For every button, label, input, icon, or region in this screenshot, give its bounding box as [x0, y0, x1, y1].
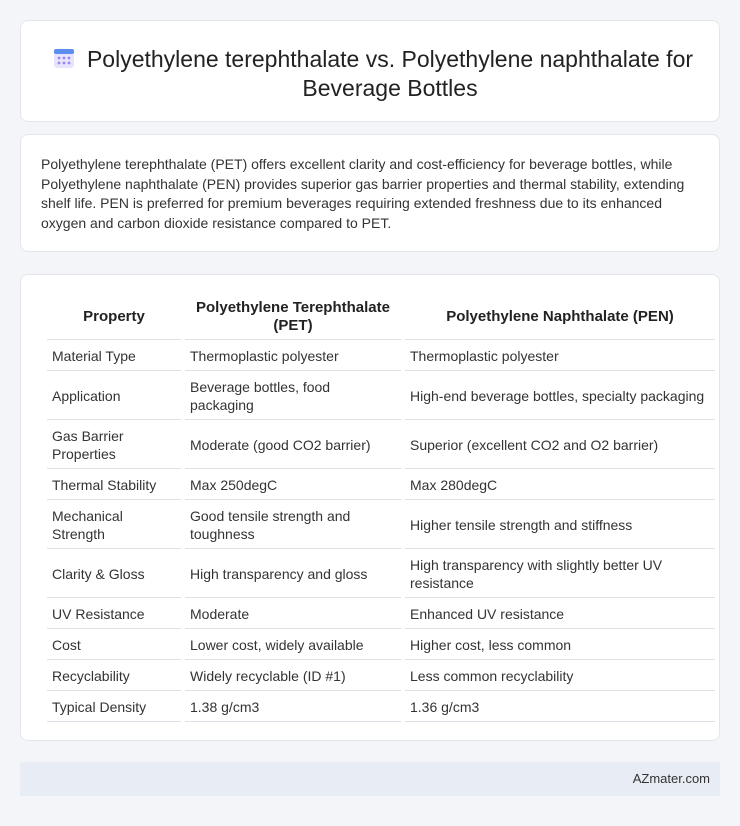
cell-pen: Thermoplastic polyester — [405, 342, 715, 371]
cell-property: Material Type — [47, 342, 181, 371]
table-row — [47, 471, 715, 500]
cell-property: Thermal Stability — [47, 471, 181, 500]
cell-pen: 1.36 g/cm3 — [405, 693, 715, 722]
table-row — [47, 342, 715, 371]
header-property: Property — [47, 297, 181, 340]
cell-pet: Lower cost, widely available — [185, 631, 401, 660]
cell-property: Typical Density — [47, 693, 181, 722]
table-row — [47, 631, 715, 660]
cell-property: Recyclability — [47, 662, 181, 691]
cell-pen: Enhanced UV resistance — [405, 600, 715, 629]
title-card — [20, 20, 720, 122]
comparison-table — [43, 295, 719, 724]
table-row — [47, 502, 715, 549]
cell-pen: Max 280degC — [405, 471, 715, 500]
cell-pen: Superior (excellent CO2 and O2 barrier) — [405, 422, 715, 469]
comparison-table-card — [20, 274, 720, 741]
cell-pet: Beverage bottles, food packaging — [185, 373, 401, 420]
cell-pet: Widely recyclable (ID #1) — [185, 662, 401, 691]
footer-brand: AZmater.com — [632, 771, 710, 786]
header-pet: Polyethylene Terephthalate (PET) — [185, 297, 401, 340]
cell-pen: High-end beverage bottles, specialty packaging — [405, 373, 715, 420]
cell-pet: Max 250degC — [185, 471, 401, 500]
cell-pet: Moderate — [185, 600, 401, 629]
table-row — [47, 662, 715, 691]
cell-property: Cost — [47, 631, 181, 660]
cell-pen: High transparency with slightly better UV resistance — [405, 551, 715, 598]
cell-pen: Higher tensile strength and stiffness — [405, 502, 715, 549]
cell-property: Application — [47, 373, 181, 420]
cell-pen: Less common recyclability — [405, 662, 715, 691]
cell-property: Mechanical Strength — [47, 502, 181, 549]
table-row — [47, 373, 715, 420]
cell-pet: Thermoplastic polyester — [185, 342, 401, 371]
cell-property: Clarity & Gloss — [47, 551, 181, 598]
footer-bar — [20, 762, 720, 796]
cell-pet: 1.38 g/cm3 — [185, 693, 401, 722]
cell-property: UV Resistance — [47, 600, 181, 629]
cell-pet: High transparency and gloss — [185, 551, 401, 598]
table-row — [47, 693, 715, 722]
header-pen: Polyethylene Naphthalate (PEN) — [405, 297, 715, 340]
cell-pet: Moderate (good CO2 barrier) — [185, 422, 401, 469]
cell-pet: Good tensile strength and toughness — [185, 502, 401, 549]
table-row — [47, 422, 715, 469]
cell-pen: Higher cost, less common — [405, 631, 715, 660]
cell-property: Gas Barrier Properties — [47, 422, 181, 469]
table-row — [47, 600, 715, 629]
table-header-row — [47, 297, 715, 340]
intro-text: Polyethylene terephthalate (PET) offers excellent clarity and cost-efficiency for beverage bottles, while Polyethylene naphthalate (PEN) provides superior gas barrier properties and thermal stability, extending shelf life. PEN is preferred for premium beverages requiring extended freshness due to its enhanced oxygen and carbon dioxide resistance compared to PET. — [41, 156, 685, 231]
table-row — [47, 551, 715, 598]
intro-card — [20, 134, 720, 252]
page-title: Polyethylene terephthalate vs. Polyethylene naphthalate for Beverage Bottles — [86, 46, 694, 101]
